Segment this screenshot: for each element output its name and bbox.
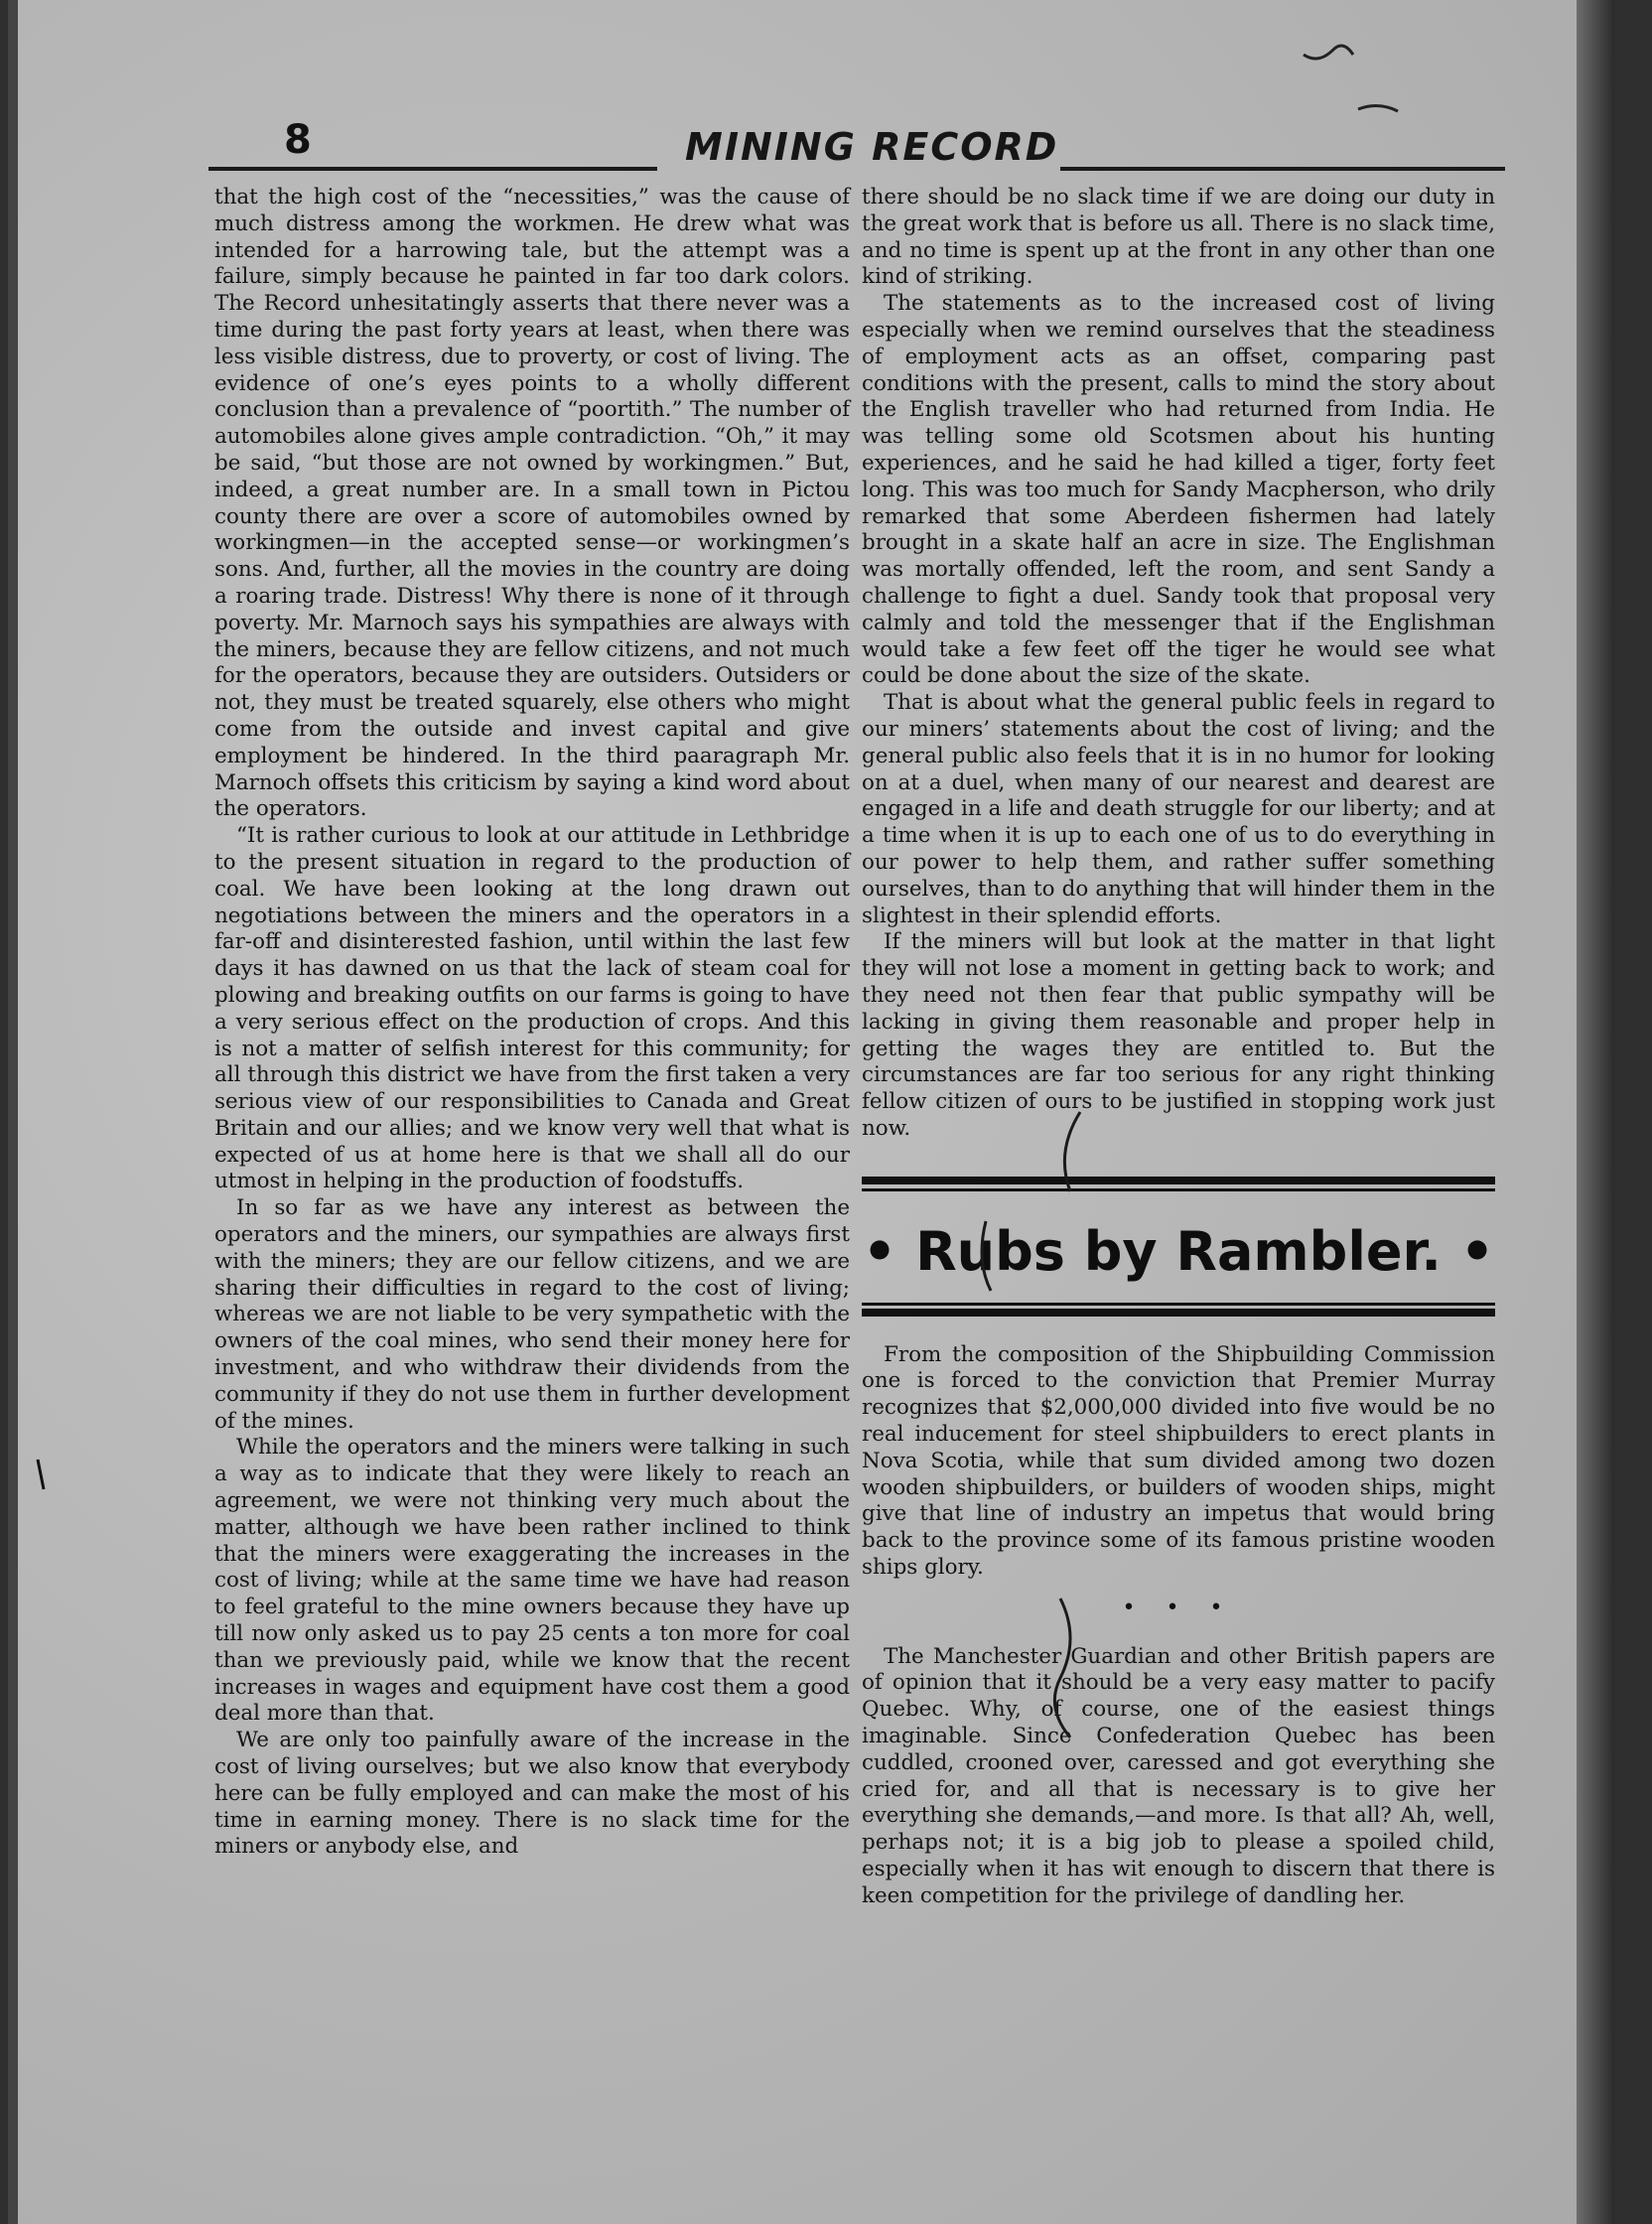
article-paragraph: We are only too painfully aware of the increase in the cost of living ourselves; but we also know that everybody here can be fully employed and can make the most of his time in earning money. There is no slack time for the miners or anybody else, and — [214, 1728, 850, 1860]
page-binding-edge — [1577, 0, 1614, 2224]
left-column — [214, 185, 850, 1861]
article-paragraph: “It is rather curious to look at our attitude in Lethbridge to the present situation in regard to the production of coal. We have been looking at the long drawn out negotiations between the miners and the operators in a far-off and disinterested fashion, until within the last few days it has dawned on us that the lack of steam coal for plowing and breaking outfits on our farms is going to have a very serious effect on the production of crops. And this is not a matter of selfish interest for this community; for all through this district we have from the first taken a very serious view of our responsibilities to Canada and Great Britain and our allies; and we know very well that what is expected of us at home here is that we shall all do our utmost in helping in the production of foodstuffs. — [214, 823, 850, 1194]
right-column — [862, 185, 1495, 1910]
section-divider-top — [862, 1177, 1495, 1191]
header-rule-left — [208, 167, 657, 171]
article-paragraph: In so far as we have any interest as between the operators and the miners, our sympathies are always first with the miners; they are our fellow citizens, and we are sharing their difficulties in regard to the cost of living; whereas we are not liable to be very sympathetic with the owners of the coal mines, who send their money here for investment, and who withdraw their dividends from the community if they do not use them in further development of the mines. — [214, 1195, 850, 1434]
article-paragraph: there should be no slack time if we are doing our duty in the great work that is before us all. There is no slack time, and no time is spent up at the front in any other than one kind of striking. — [862, 185, 1495, 290]
article-paragraph: From the composition of the Shipbuilding Commission one is forced to the conviction that Premier Murray recognizes that $2,000,000 divided into five would be no real inducement for steel shipbuilders to erect plants in Nova Scotia, while that sum divided among two dozen wooden shipbuilders, or builders of wooden ships, might give that line of industry an impetus that would bring back to the province some of its famous pristine wooden ships glory. — [862, 1341, 1495, 1581]
page-left-edge — [8, 0, 18, 2224]
newspaper-page — [8, 0, 1614, 2224]
section-title: • Rubs by Rambler. • — [862, 1219, 1495, 1283]
page-number: 8 — [284, 117, 312, 163]
article-paragraph: While the operators and the miners were talking in such a way as to indicate that they were likely to reach an agreement, we were not thinking very much about the matter, although we have been rather inclined to think that the miners were exaggerating the increases in the cost of living; while at the same time we have had reason to feel grateful to the mine owners because they have up till now only asked us to pay 25 cents a ton more for coal than we previously paid, while we know that the recent increases in wages and equipment have cost them a good deal more than that. — [214, 1435, 850, 1727]
article-paragraph: If the miners will but look at the matter in that light they will not lose a moment in getting back to work; and they need not then fear that public sympathy will be lacking in giving them reasonable and proper help in getting the wages they are entitled to. But the circumstances are far too serious for any right thinking fellow citizen of ours to be justified in stopping work just now. — [862, 929, 1495, 1141]
publication-masthead: MINING RECORD — [685, 125, 1059, 169]
article-paragraph: The Manchester Guardian and other British papers are of opinion that it should be a very easy matter to pacify Quebec. Why, of course, one of the easiest things imaginable. Since Confederation Quebec has been cuddled, crooned over, caressed and got everything she cried for, and all that is necessary is to give her everything she demands,—and more. Is that all? Ah, well, perhaps not; it is a big job to please a spoiled child, especially when it has wit enough to discern that there is keen competition for the privilege of dandling her. — [862, 1643, 1495, 1908]
article-paragraph: that the high cost of the “necessities,” was the cause of much distress among the workmen. He drew what was intended for a harrowing tale, but the attempt was a failure, simply because he painted in far too dark colors. The Record unhesitatingly asserts that there never was a time during the past forty years at least, when there was less visible distress, due to proverty, or cost of living. The evidence of one’s eyes points to a wholly different conclusion than a prevalence of “poortith.” The number of automobiles alone gives ample contradiction. “Oh,” it may be said, “but those are not owned by workingmen.” But, indeed, a great number are. In a small town in Pictou county there are over a score of automobiles owned by workingmen—in the accepted sense—or workingmen’s sons. And, further, all the movies in the country are doing a roaring trade. Distress! Why there is none of it through poverty. Mr. Marnoch says his sympathies are always with the miners, because they are fellow citizens, and not much for the operators, because they are outsiders. Outsiders or not, they must be treated squarely, else others who might come from the outside and invest capital and give employment be hindered. In the third paaragraph Mr. Marnoch offsets this criticism by saying a kind word about the operators. — [214, 185, 850, 822]
section-divider-bottom — [862, 1303, 1495, 1317]
article-paragraph: The statements as to the increased cost of living especially when we remind ourselves that the steadiness of employment acts as an offset, comparing past conditions with the present, calls to mind the story about the English traveller who had returned from India. He was telling some old Scotsmen about his hunting experiences, and he said he had killed a tiger, forty feet long. This was too much for Sandy Macpherson, who drily remarked that some Aberdeen fishermen had lately brought in a skate half an acre in size. The Englishman was mortally offended, left the room, and sent Sandy a challenge to fight a duel. Sandy took that proposal very calmly and told the messenger that if the Englishman would take a few feet off the tiger he would see what could be done about the size of the skate. — [862, 291, 1495, 689]
article-paragraph: That is about what the general public feels in regard to our miners’ statements about the cost of living; and the general public also feels that it is in no humor for looking on at a duel, when many of our nearest and dearest are engaged in a life and death struggle for our liberty; and at a time when it is up to each one of us to do everything in our power to help them, and rather suffer something ourselves, than to do anything that will hinder them in the slightest in their splendid efforts. — [862, 690, 1495, 928]
paragraph-separator: • • • — [1122, 1595, 1235, 1620]
header-rule-right — [1060, 167, 1505, 171]
